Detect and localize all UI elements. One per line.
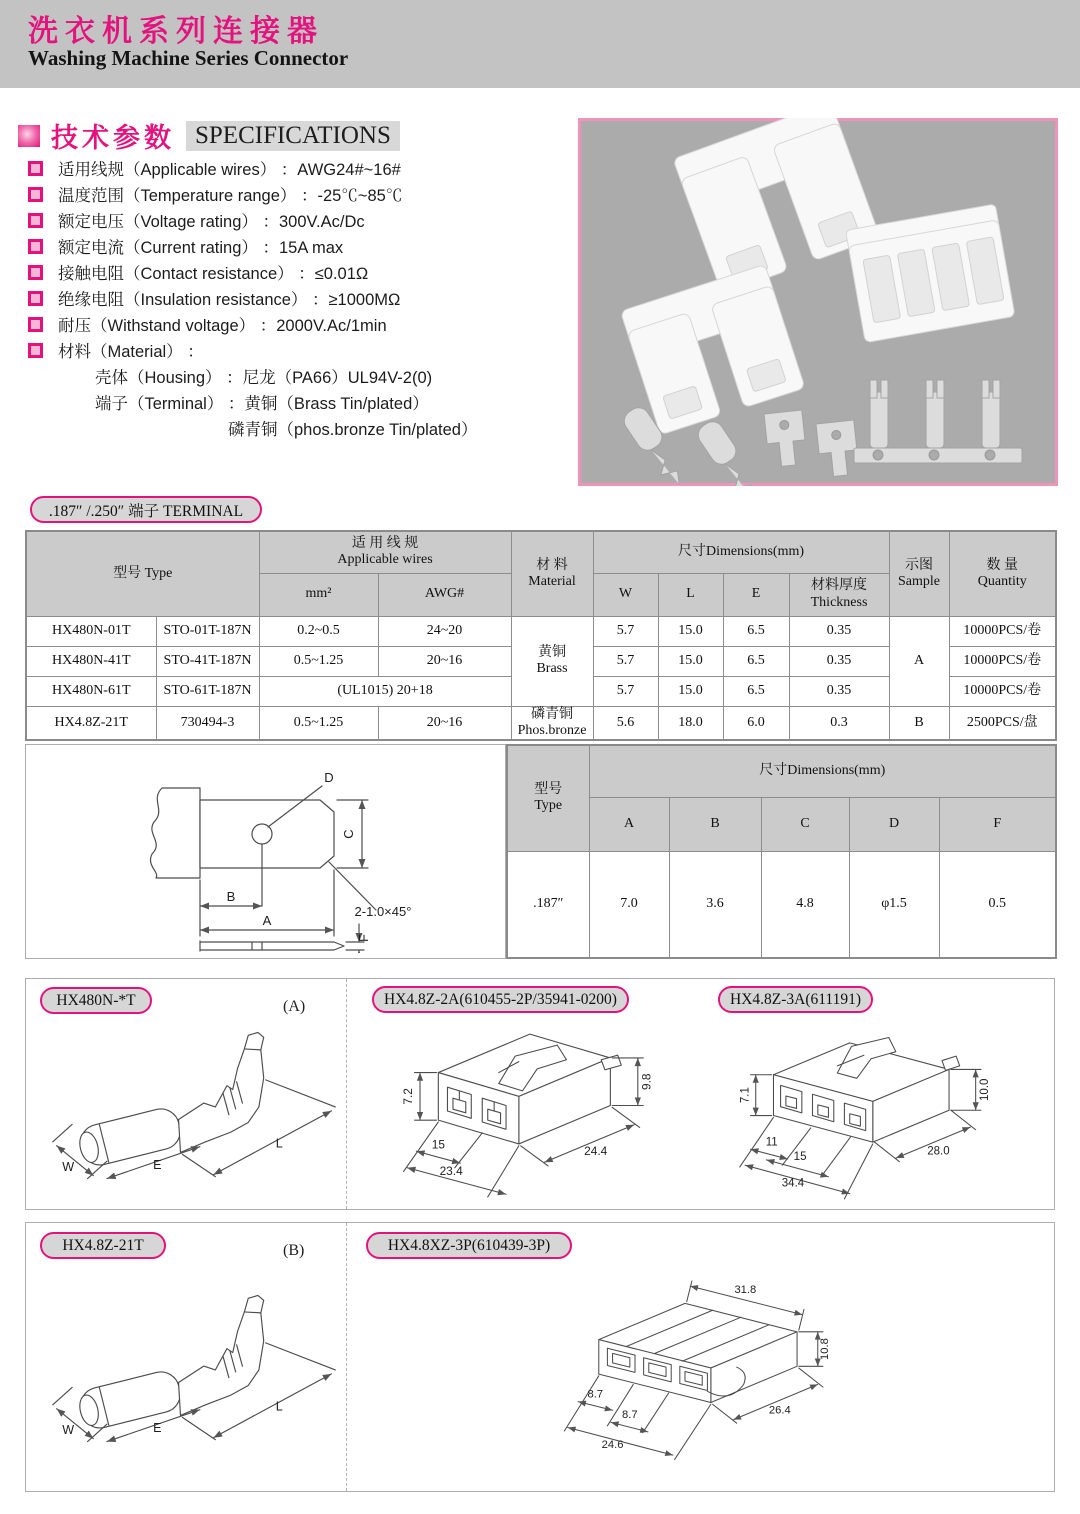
cell-e: 6.5: [723, 646, 789, 676]
cell-qty: 2500PCS/盘: [949, 706, 1056, 740]
col-header-awg: AWG#: [378, 573, 511, 616]
cell-type1: HX480N-01T: [26, 616, 156, 646]
cell-thickness: 0.35: [789, 676, 889, 706]
cell-a: 7.0: [589, 851, 669, 958]
spec-item: [28, 233, 573, 259]
spec-item: [28, 155, 573, 181]
spec-text: 材料（Material） ：: [58, 343, 204, 361]
col-header-type: [507, 745, 589, 851]
page-title-zh: 洗衣机系列连接器: [28, 15, 324, 48]
cell-mm2: 0.5~1.25: [259, 706, 378, 740]
spec-item: [28, 337, 573, 363]
terminal-iso-drawing-a: [45, 1022, 345, 1190]
header-en: Material: [528, 573, 576, 589]
col-header-thickness: [789, 573, 889, 616]
dim-label-pitch2: 15: [793, 1150, 807, 1163]
cell-awg: 20~16: [378, 646, 511, 676]
bullet-icon: [28, 213, 43, 228]
dim-label-depth: 26.4: [768, 1404, 791, 1417]
dim-label-front-h: 7.2: [400, 1088, 415, 1105]
cell-sample-a: A: [889, 616, 949, 706]
table-row: [507, 851, 1056, 958]
part-label-hx48z3a: HX4.8Z-3A(611191): [718, 986, 873, 1013]
spec-text: 额定电流（Current rating） ：15A max: [58, 239, 344, 257]
spec-item: [28, 259, 573, 285]
cell-f: 0.5: [939, 851, 1056, 958]
dim-label-width: 34.4: [781, 1177, 805, 1190]
cell-b: 3.6: [669, 851, 761, 958]
col-header-b: B: [669, 797, 761, 851]
cell-qty: 10000PCS/卷: [949, 646, 1056, 676]
cell-qty: 10000PCS/卷: [949, 616, 1056, 646]
material-zh: 磷青铜: [531, 706, 574, 722]
header-en: Sample: [898, 573, 941, 589]
col-header-dimensions: 尺寸Dimensions(mm): [589, 745, 1056, 797]
col-header-l: L: [658, 573, 723, 616]
terminal-spec-table: [25, 530, 1057, 741]
cell-e: 6.0: [723, 706, 789, 740]
part-label-hx48z2a: HX4.8Z-2A(610455-2P/35941-0200): [372, 986, 629, 1013]
dim-label-w: W: [62, 1422, 75, 1437]
dim-label-front-h: 7.1: [739, 1087, 752, 1104]
dim-label-e: E: [153, 1157, 162, 1172]
spec-material-bronze: 磷青铜（phos.bronze Tin/plated）: [228, 421, 478, 439]
sample-tag-b: (B): [283, 1242, 305, 1259]
cell-wire-span: (UL1015) 20+18: [259, 676, 511, 706]
chamfer-note: 2-1.0×45°: [354, 904, 412, 919]
dashed-divider: [346, 1223, 347, 1491]
cell-c: 4.8: [761, 851, 849, 958]
table-row: [26, 706, 1056, 740]
cell-l: 15.0: [658, 616, 723, 646]
spec-item: [28, 207, 573, 233]
dim-label-l: L: [275, 1399, 283, 1414]
dimension-table: [506, 744, 1057, 959]
dim-label-back-h: 10.0: [979, 1078, 992, 1102]
header-en: Quantity: [977, 573, 1027, 589]
cell-awg: 20~16: [378, 706, 511, 740]
header-zh: 示图: [905, 557, 934, 573]
dim-label-e: E: [153, 1420, 162, 1435]
cell-awg: 24~20: [378, 616, 511, 646]
col-header-d: D: [849, 797, 939, 851]
cell-qty: 10000PCS/卷: [949, 676, 1056, 706]
col-header-sample: [889, 531, 949, 616]
bullet-icon: [28, 291, 43, 306]
header-zh: 型号: [534, 782, 563, 798]
cell-sample-b: B: [889, 706, 949, 740]
bullet-icon: [28, 161, 43, 176]
cell-l: 15.0: [658, 646, 723, 676]
table-row: [26, 616, 1056, 646]
dim-label-w: W: [62, 1159, 75, 1174]
spec-text: 额定电压（Voltage rating） ：300V.Ac/Dc: [58, 213, 365, 231]
cell-thickness: 0.3: [789, 706, 889, 740]
cell-type2: STO-01T-187N: [156, 616, 259, 646]
page-title-en: Washing Machine Series Connector: [28, 46, 349, 70]
spec-text: 适用线规（Applicable wires） ：AWG24#~16#: [58, 161, 401, 179]
col-header-quantity: [949, 531, 1056, 616]
part-label-hx48z21t: HX4.8Z-21T: [40, 1232, 166, 1259]
dim-label-pitch2: 8.7: [622, 1409, 638, 1422]
dim-label-f: F: [356, 934, 371, 942]
col-header-e: E: [723, 573, 789, 616]
cell-material-bronze: [511, 706, 593, 740]
cell-material-brass: [511, 616, 593, 706]
dim-label-front-w: 24.6: [601, 1439, 624, 1452]
dim-label-depth: 28.0: [927, 1145, 950, 1158]
specs-heading-zh: 技术参数: [51, 123, 175, 153]
spec-text: 绝缘电阻（Insulation resistance） ：≥1000MΩ: [58, 291, 401, 309]
cell-type2: STO-61T-187N: [156, 676, 259, 706]
spec-text: 接触电阻（Contact resistance） ：≤0.01Ω: [58, 265, 369, 283]
dashed-divider: [346, 979, 347, 1209]
col-header-a: A: [589, 797, 669, 851]
header-en: Type: [534, 798, 563, 814]
cell-l: 15.0: [658, 676, 723, 706]
bullet-icon: [28, 317, 43, 332]
cell-type1: HX4.8Z-21T: [26, 706, 156, 740]
cell-type1: HX480N-41T: [26, 646, 156, 676]
dim-label-height: 10.8: [819, 1338, 832, 1360]
specifications-heading: [18, 116, 400, 155]
header-zh: 材料厚度: [811, 578, 868, 594]
spec-material-housing: 壳体（Housing） ：尼龙（PA66）UL94V-2(0): [95, 369, 433, 387]
product-photo: [578, 118, 1058, 486]
header-zh: 数 量: [986, 557, 1019, 573]
cell-mm2: 0.5~1.25: [259, 646, 378, 676]
specifications-list: [28, 155, 573, 441]
dim-label-d: D: [324, 770, 334, 785]
cell-w: 5.7: [593, 616, 658, 646]
cell-thickness: 0.35: [789, 646, 889, 676]
col-header-mm2: mm²: [259, 573, 378, 616]
dim-label-width: 23.4: [439, 1164, 463, 1179]
sample-tag-a: (A): [283, 998, 306, 1015]
cell-type2: STO-41T-187N: [156, 646, 259, 676]
header-band: [0, 0, 1080, 88]
cell-e: 6.5: [723, 676, 789, 706]
cell-w: 5.6: [593, 706, 658, 740]
terminal-section-label: .187″ /.250″ 端子 TERMINAL: [30, 496, 262, 523]
header-en: Thickness: [810, 594, 868, 610]
cell-type2: 730494-3: [156, 706, 259, 740]
cell-thickness: 0.35: [789, 616, 889, 646]
header-zh: 材 料: [536, 557, 568, 573]
col-header-applicable: [259, 531, 511, 573]
dim-label-depth: 24.4: [584, 1143, 608, 1158]
spec-item: [28, 181, 573, 207]
specs-heading-en: SPECIFICATIONS: [186, 121, 400, 151]
cell-w: 5.7: [593, 676, 658, 706]
header-en: Applicable wires: [337, 552, 433, 568]
col-header-material: [511, 531, 593, 616]
spec-item: [28, 311, 573, 337]
col-header-f: F: [939, 797, 1056, 851]
dim-label-pitch1: 8.7: [587, 1388, 604, 1401]
bullet-icon: [28, 343, 43, 358]
pink-square-icon: [18, 125, 40, 147]
bullet-icon: [28, 265, 43, 280]
material-en: Phos.bronze: [517, 722, 587, 738]
col-header-type: 型号 Type: [26, 531, 259, 616]
col-header-c: C: [761, 797, 849, 851]
bullet-icon: [28, 239, 43, 254]
dim-label-pitch1: 11: [765, 1136, 778, 1149]
dim-label-c: C: [341, 829, 356, 839]
connector-2a-drawing: [368, 1014, 688, 1208]
cell-mm2: 0.2~0.5: [259, 616, 378, 646]
header-zh: 适 用 线 规: [351, 536, 419, 552]
connector-3a-drawing: [714, 1018, 1044, 1206]
material-zh: 黄铜: [538, 644, 567, 660]
part-label-hx480n: HX480N-*T: [40, 987, 152, 1014]
terminal-plan-drawing: [38, 748, 498, 953]
spec-text: 温度范围（Temperature range） ：-25℃~85℃: [58, 187, 403, 205]
spec-text: 耐压（Withstand voltage） ：2000V.Ac/1min: [58, 317, 387, 335]
col-header-dimensions: 尺寸Dimensions(mm): [593, 531, 889, 573]
cell-l: 18.0: [658, 706, 723, 740]
dim-label-b: B: [226, 889, 236, 904]
dim-label-a: A: [262, 913, 272, 928]
part-label-hx48xz3p: HX4.8XZ-3P(610439-3P): [366, 1232, 572, 1259]
cell-w: 5.7: [593, 646, 658, 676]
col-header-w: W: [593, 573, 658, 616]
spec-material-terminal: 端子（Terminal） ：黄铜（Brass Tin/plated）: [95, 395, 429, 413]
connector-3p-drawing: [515, 1262, 855, 1462]
spec-item: [28, 285, 573, 311]
dim-label-l: L: [275, 1136, 283, 1151]
cell-e: 6.5: [723, 616, 789, 646]
cell-d: φ1.5: [849, 851, 939, 958]
terminal-iso-drawing-b: [45, 1285, 345, 1453]
cell-type1: HX480N-61T: [26, 676, 156, 706]
bullet-icon: [28, 187, 43, 202]
material-en: Brass: [536, 661, 568, 676]
dim-label-pitch: 15: [431, 1137, 445, 1152]
cell-type: .187″: [507, 851, 589, 958]
dim-label-back-h: 9.8: [639, 1073, 654, 1090]
dim-label-top-w: 31.8: [734, 1284, 757, 1297]
